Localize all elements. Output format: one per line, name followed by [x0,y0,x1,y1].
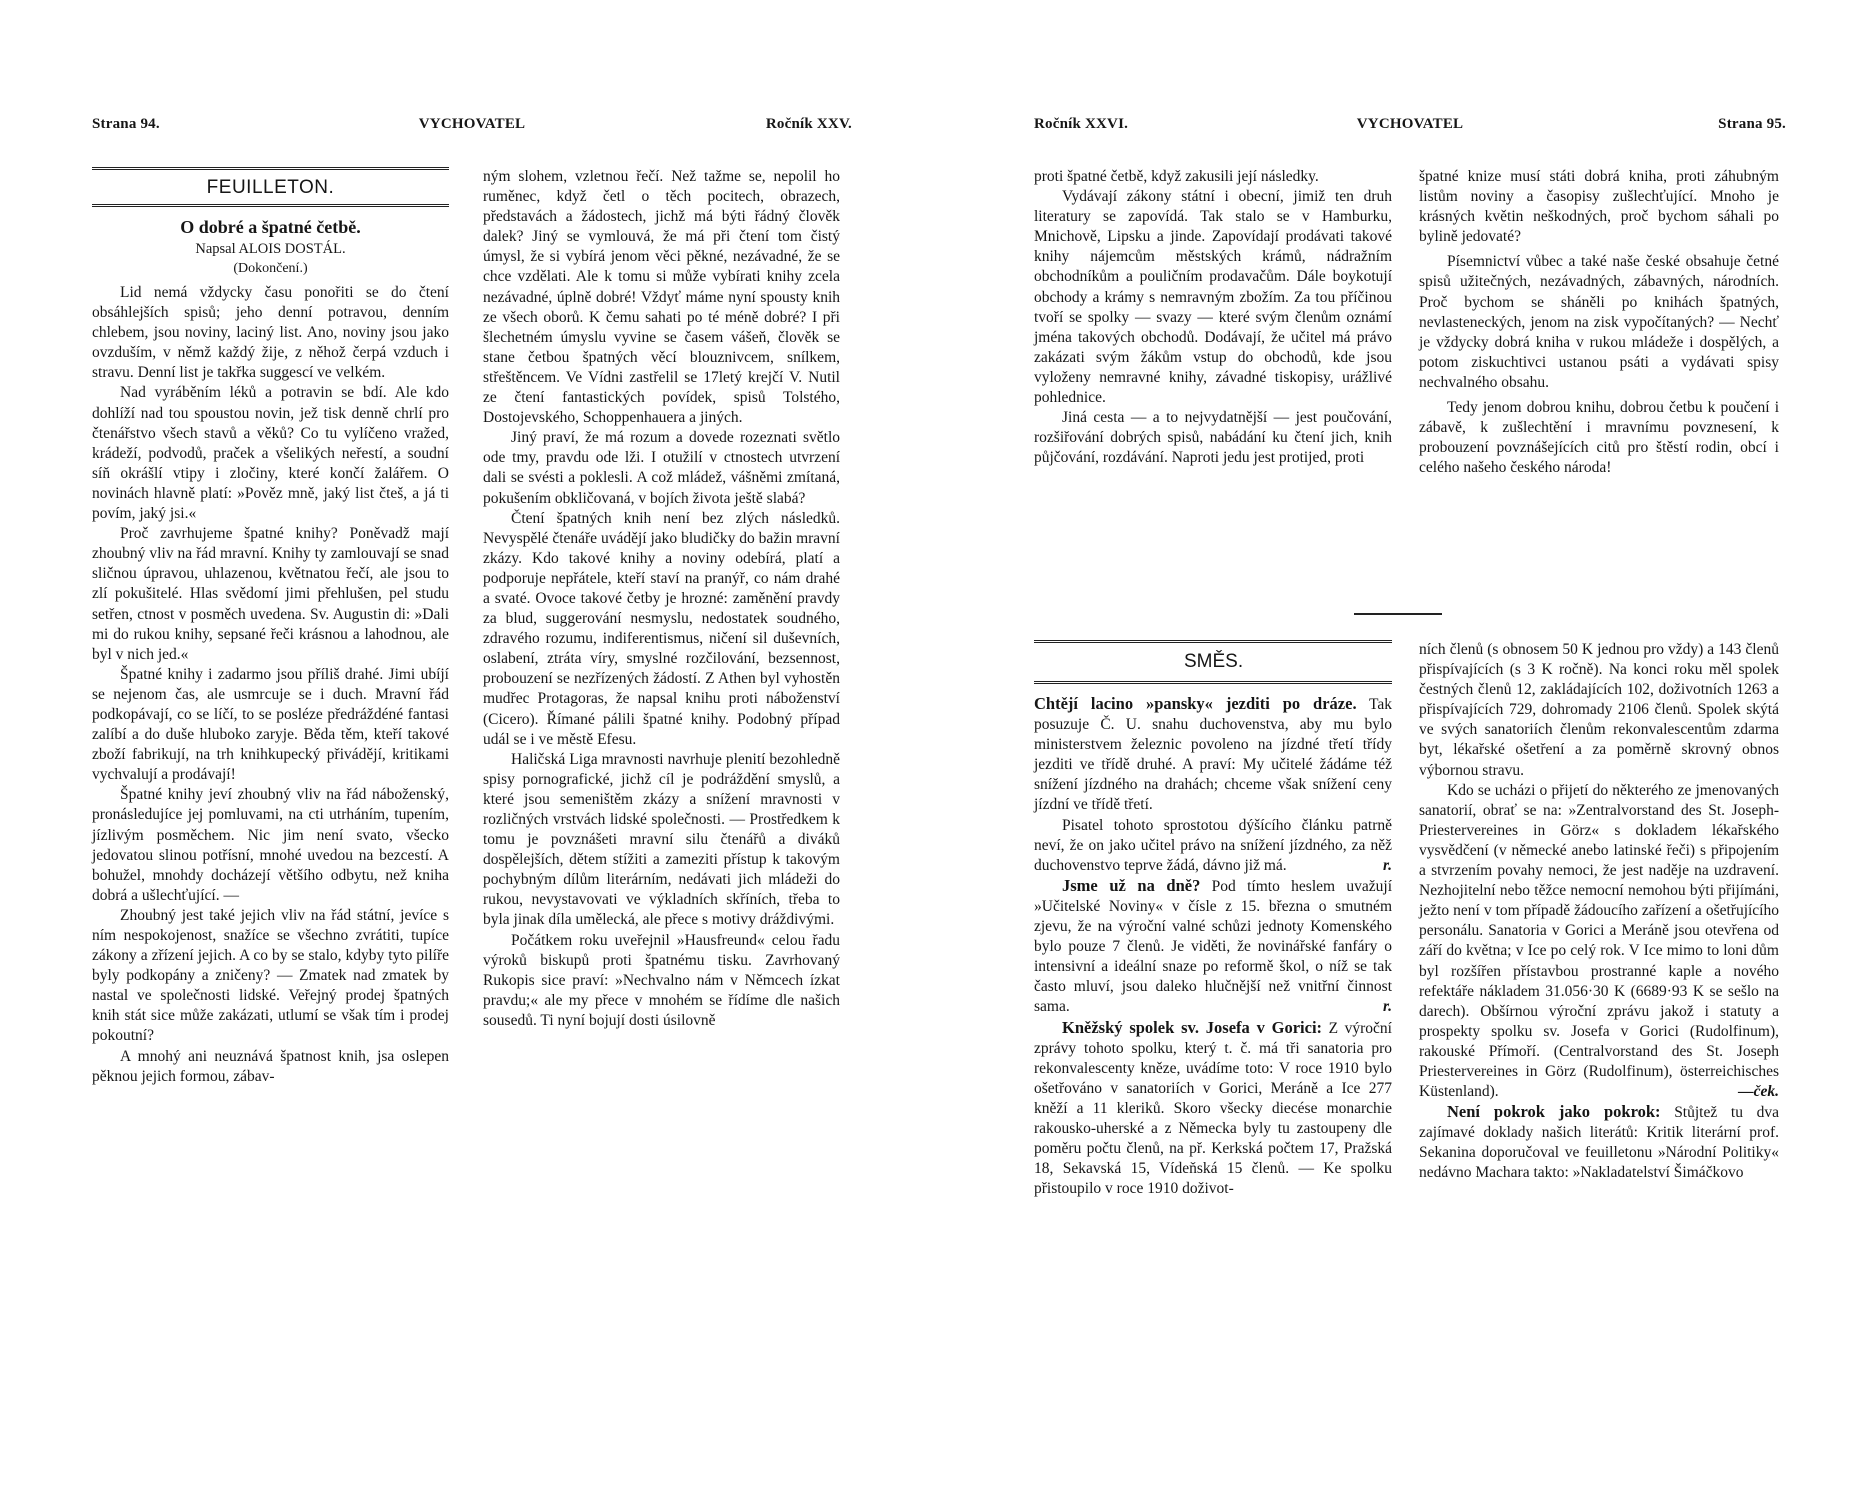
journal-title: VYCHOVATEL [418,116,526,132]
right-column-2-top [1419,167,1779,478]
news-item-text: Tak posuzuje Č. U. snahu duchovenstva, aby mu bylo ministerstvem železnic povoleno na jízdné třetí třídy jezditi ve třídě druhé. A praví: My učitelé žádáme též snížení jízdného na drahách; chceme však snížení ceny jízdní ve třídě třetí. [1034,696,1392,814]
news-item [1034,816,1392,876]
journal-title: VYCHOVATEL [1356,116,1464,132]
paragraph: Čtení špatných knih není bez zlých následků. Nevyspělé čtenáře uvádějí jako bludičky do bažin mravní zkázy. Kdo takové knihy a noviny odebírá, platí a podporuje nepřátele, kteří staví na pranýř, co nám drahé a svaté. Ovoce takové četby je hrozné: zaměnění pravdy za blud, suggerování nesmyslu, nedostatek soudného, zdravého rozumu, indiferentismus, ničení sil duševních, oslabení, ztráta víry, smyslné rozčilování, bezsennost, probouzení se nezřízených žádostí. Z Athen byl vyhostěn mudřec Protagoras, že napsal knihu proti náboženství (Cicero). Římané pálili špatné knihy. Podobný případ udál se i ve městě Efesu. [483,509,840,748]
news-item-heading: Chtějí lacino »pansky« jezditi po dráze. [1034,694,1357,713]
news-item [1034,694,1392,816]
paragraph: špatné knize musí státi dobrá kniha, proti záhubným listům noviny a časopisy zušlechťující. Mnoho je krásných květin neškodných, proč bychom sáhali po bylině jedovaté? [1419,168,1779,246]
news-item-text: Pisatel tohoto sprostotou dýšícího článku patrně neví, že on jako učitel právo na snížení jízdného, za něž duchovenstvo teprve žádá, dávno již má. [1034,816,1392,874]
paragraph [1419,781,1779,1103]
signature: —ček. [1738,1083,1779,1101]
left-column-1 [92,167,449,1087]
paragraph: ních členů (s obnosem 50 K jednou pro vždy) a 143 členů přispívajících (s 3 K ročně). Na konci roku měl spolek čestných členů 12, zakládajících 102, doživotních 1263 a přispívajících 729, dohromady 2106 členů. Spolek skýtá ve svých sanatoriích členům rekonvalescentům zdarma byt, lékařské ošetření a za poměrně skrovný obnos výbornou stravu. [1419,641,1779,779]
news-item [1034,1018,1392,1200]
paragraph: Haličská Liga mravnosti navrhuje plenití bezohledně spisy pornografické, jichž cíl je podráždění smyslů, a které jsou semeništěm zkázy a snížení mravnosti v rozličných vrstvách lidské společnosti. — Prostředkem k tomu je povznášeti mravní silu čtenářů a diváků dospělejších, dětem stížiti a zameziti přístup k takovým pochybným dílům literárním, nedávati jich mládeži do rukou, nevystavovati ve výkladních skříních, třeba to byla jinak díla umělecká, ale přece s motivy dráždivými. [483,750,840,929]
paragraph: Jiná cesta — a to nejvydatnější — jest poučování, rozšiřování dobrých spisů, nabádání ku čtení jich, knih půjčování, rozdávání. Naproti jedu jest protijed, proti [1034,409,1392,467]
left-page-header [92,113,852,135]
news-item [1034,876,1392,1018]
paragraph: Počátkem roku uveřejnil »Hausfreund« celou řadu výroků biskupů proti špatnému tisku. Zavrhovaný Rukopis sice praví: »Nechvalno nám v Němcech ízkat pravdu;« ale my přece v mnohém se řídíme dle našich sousedů. Ti nyní bojují dosti úsilovně [483,931,840,1029]
paragraph: Tedy jenom dobrou knihu, dobrou četbu k poučení i zábavě, k zušlechtění i mravnímu povznesení, k probouzení povznášejících citů pro štěstí rodin, obcí i celého našeho českého národa! [1419,399,1779,477]
news-item [1419,1102,1779,1183]
feuilleton-heading: FEUILLETON. [206,177,335,198]
news-item-text: Stůjtež tu dva zajímavé doklady našich literátů: Kritik literární prof. Sekanina doporučoval ve feuilletonu »Národní Politiky« nedávno Machara takto: »Nakladatelství Šimáčkovo [1419,1104,1779,1182]
paragraph: Vydávají zákony státní i obecní, jimiž ten druh literatury se zapovídá. Tak stalo se v Hamburku, Mnichově, Lipsku a jinde. Zapovídají prodávati takové knihy nájemcům městských krámů, nádražním obchodníkům a pouličním prodavačům. Dále boykotují obchody a krámy s nemravným zbožím. Za tou příčinou tvoří se spolky — svazy — které svým členům oznámí jména takových obchodů. Dodávají, že učitel má právo zakázati svým žákům vstup do obchodů, kde jsou vyloženy nemravné knihy, závadné tiskopisy, urážlivé pohlednice. [1034,188,1392,407]
paragraph: Nad vyráběním léků a potravin se bdí. Ale kdo dohlíží nad tou spoustou novin, jež tisk denně chrlí pro čtenářstvo všech stavů a věků? Co tu vylíčeno vražed, krádeží, podvodů, praček a všelikých neřestí, a soudní síň okrášlí vtipy i zločiny, které končí žalářem. O novinách hlavně platí: »Pověz mně, jaký list čteš, a já ti povím, jaký jsi.« [92,384,449,523]
volume-label: Ročník XXVI. [1034,116,1129,132]
paragraph: ným slohem, vzletnou řečí. Než tažme se, nepolil ho ruměnec, když četl o těch pocitech, obrazech, představách a žádostech, jichž má býti řádný člověk dalek? Jiný se vymlouvá, že má při čtení tom čistý úmysl, že si vybírá jenom věci pěkné, nezávadné, že se chce vzdělati. Ale k tomu si může vybírati knihy zcela nezávadné, úplně dobré! Vždyť máme nyní spousty knih ze všech oborů. K čemu sahati po té méně dobré? I při šlechetném úmyslu vyvine se časem vášeň, člověk se stane četbou špatných věcí blouznivcem, snílkem, střeštěncem. Ve Vídni zastřelil se 17letý krejčí V. Nutil ze čtení fantastických povídek, spisů Tolstého, Dostojevského, Schoppenhauera a jiných. [483,168,840,427]
section-divider [1354,613,1442,615]
smes-heading: SMĚS. [1184,651,1244,672]
right-page-header [1034,113,1786,135]
right-column-1-top [1034,167,1392,468]
right-column-2-bottom [1419,640,1779,1184]
news-item-text: Z výroční zprávy tohoto spolku, který t. č. má tři sanatoria pro rekonvalescenty kněze, uvádíme toto: V roce 1910 bylo ošetřováno v sanatoriích v Gorici, Meráně a Ice 277 kněží a 11 kleriků. Skoro všecky diecése monarchie rakousko-uherské a z Německa byly tu zastoupeny dle poměru počtu členů, na př. Kerkská počtem 17, Pražská 18, Sekavská 15, Vídeňská 15 členů. — Ke spolku přistoupilo v roce 1910 doživot- [1034,1019,1392,1198]
article-author: Napsal ALOIS DOSTÁL. [195,241,346,257]
news-item-heading: Není pokrok jako pokrok: [1447,1102,1661,1122]
paragraph: Špatné knihy i zadarmo jsou příliš drahé. Jimi ubíjí se nejenom čas, ale usmrcuje se i duch. Mravní řád podkopávají, co se líčí, to se posléze předráždéné fantasi zalíbí a do duše hluboko zaryje. Běda těm, kteří takové zboží fabrikují, na trh knihkupecký přivádějí, kritikami vychvalují a prodávají! [92,665,449,784]
volume-label: Ročník XXV. [765,116,852,132]
article-note: (Dokončení.) [233,261,308,276]
news-item-text: Pod tímto heslem uvažují »Učitelské Noviny« v čísle z 15. března o smutném zjevu, že na výroční valné schůzi jednoty Komenského bylo pouze 7 členů. Je viděti, že novinářské fanfáry o intensivní a ideální snaze po reformě škol, o níž se tak často mluví, jsou daleko hlučnější než vnitřní činnost sama. [1034,877,1393,1016]
paragraph: Zhoubný jest také jejich vliv na řád státní, jevíce s ním nespokojenost, snažíce se všechno zvrátiti, tupíce zákony a zřízení jejich. A co by se stalo, kdyby tyto pilíře byly podkopány a zničeny? — Zmatek nad zmatek by nastal ve společnosti lidské. Veřejný prodej špatných knih stát sice může zakázati, utlumí se však tím i prodej pokoutní? [92,906,449,1045]
paragraph: Lid nemá vždycky času ponořiti se do čtení obsáhlejších spisů; jeho denní potravou, denním chlebem, jsou noviny, laciný list. Ano, noviny jsou jako ovzduším, v němž každý žije, z něhož čerpá vzduch i stravu. Denní list je takřka suggescí ve velkém. [92,284,449,382]
paragraph: Písemnictví vůbec a také naše české obsahuje četné spisů užitečných, nezávadných, zábavných, národních. Proč bychom se sháněli po knihách špatných, nevlasteneckých, jenom na zisk vypočítaných? — Nechť je vždycky dobrá kniha v rukou mládeže i dospělých, a potom ziskuchtivci ustanou psáti a vydávati spisy nechvalného obsahu. [1419,253,1779,391]
article-title: O dobré a špatné četbě. [180,217,361,237]
paragraph: proti špatné četbě, když zakusili její následky. [1034,168,1319,185]
signature: r. [1382,998,1392,1016]
page-number: Strana 95. [1718,116,1786,132]
page-number: Strana 94. [92,116,160,132]
paragraph: Špatné knihy jeví zhoubný vliv na řád náboženský, pronásledujíce jej pomluvami, na cti utrháním, tupením, jízlivým posměchem. Nic jim není svato, všecko jedovatou slinou potřísní, mnohé uvedou na bezcestí. A bohužel, mnohdy docházejí většího odbytu, než kniha dobrá a ušlechťující. — [92,786,449,904]
feuilleton-section-box [92,167,449,207]
paragraph: A mnohý ani neuznává špatnost knih, jsa oslepen pěknou jejich formou, zábav- [92,1047,449,1085]
paragraph: Jiný praví, že má rozum a dovede rozeznati světlo ode tmy, pravdu ode lži. I otužilí v ctnostech utvrzení dali se svésti a poklesli. A což mládež, vášněmi zmítaná, pokušením obkličovaná, v bojích života ještě slabá? [483,429,840,507]
paragraph: Proč zavrhujeme špatné knihy? Poněvadž mají zhoubný vliv na řád mravní. Knihy ty zamlouvají se snad sličnou úpravou, uhlazenou, květnatou řečí, ale jsou to zlí pokušitelé. Hlas svědomí jimi přehlušen, pel studu setřen, ctnost v posměch uvedena. Sv. Augustin di: »Dali mi do rukou knihy, sepsané řeči krásnou a lahodnou, ale byl v nich jed.« [92,525,449,663]
news-item-heading: Jsme už na dně? [1062,875,1201,895]
right-page [934,0,1868,1500]
smes-section-box [1034,640,1392,684]
signature: r. [1382,856,1392,874]
left-column-2 [483,167,840,1031]
news-item-heading: Kněžský spolek sv. Josefa v Gorici: [1062,1017,1323,1037]
paragraph-text: Kdo se ucházi o přijetí do některého ze jmenovaných sanatorií, obrať se na: »Zentralvorstand des St. Joseph-Priestervereines in Görz« s dokladem lékařského vysvědčení (v německé anebo latinské řeči) s připojením a stvrzením povahy nemoci, že jest naděje na uzdravení. Nezhojitelní nebo těžce nemocní nemohou býti přijímáni, ježto není v tom případě žádoucího zařízení a ošetřujícího personálu. Sanatoria v Gorici a Meráně jsou otevřena od září do května; v Ice po celý rok. V Ice mimo to loni dům byl rozšířen přístavbou prostranné kaple a nového refektáře nákladem 31.056·30 K (6689·93 K se sešlo na darech). Obšírnou výroční zprávu jakož i statuty a prospekty spolku sv. Josefa v Gorici (Rudolfinum), rakouské Přímoří. (Centralvorstand des St. Joseph Priestervereines in Görz (Rudolfinum), österreichisches Küstenland). [1419,781,1779,1101]
right-column-1-bottom [1034,640,1392,1199]
